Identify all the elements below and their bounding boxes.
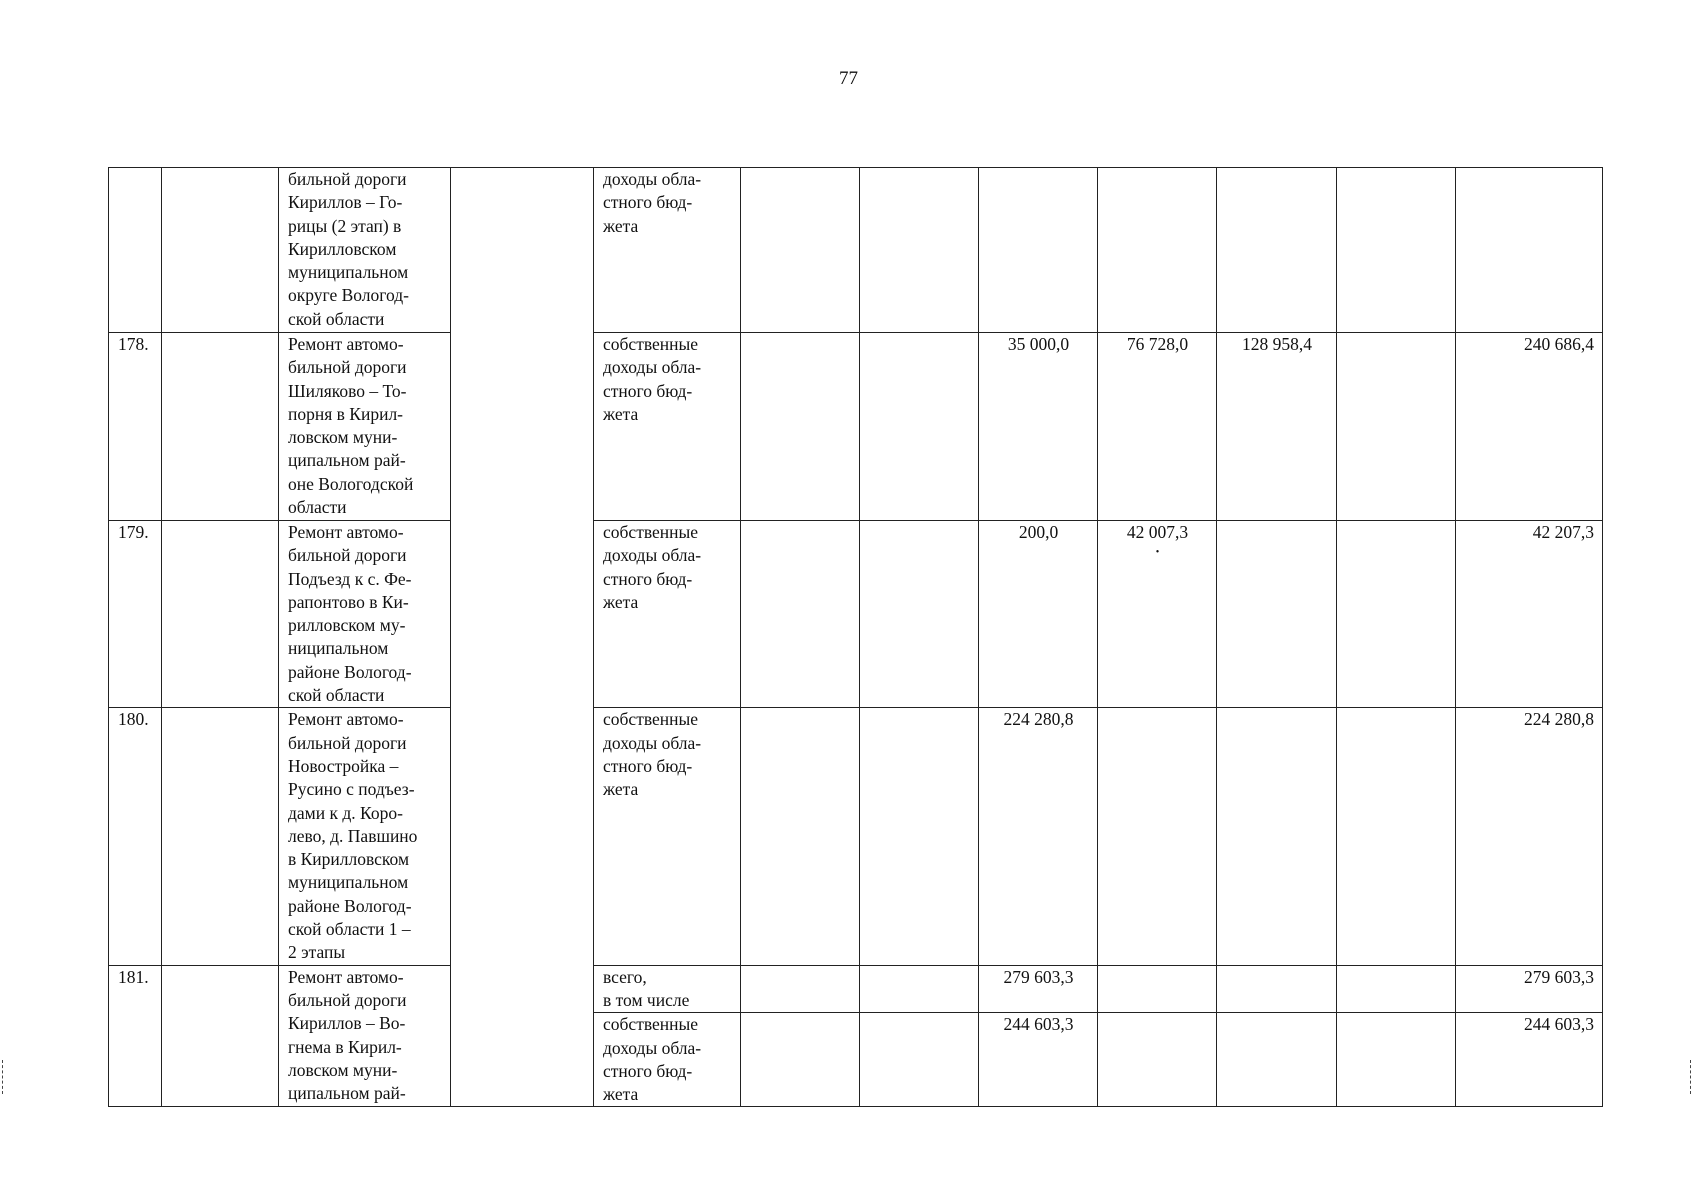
row-number: 178. xyxy=(109,333,162,521)
object-name-line: ской области xyxy=(288,685,385,706)
object-name-line: Подъезд к с. Фе- xyxy=(288,568,412,589)
value-text: 42 007,3 xyxy=(1126,522,1189,542)
empty-cell xyxy=(741,521,860,708)
total-cell: 224 280,8 xyxy=(1456,708,1603,965)
object-name-line: ловском муни- xyxy=(288,427,398,448)
table-row-179 xyxy=(109,521,1603,708)
row-number: 179. xyxy=(109,521,162,708)
empty-cell xyxy=(741,1013,860,1107)
object-name-line: муниципальном xyxy=(288,872,409,893)
table-row-continuation xyxy=(109,168,1603,333)
value-cell xyxy=(1217,521,1337,708)
object-name-line: округе Вологод- xyxy=(288,285,410,306)
funding-source-line: стного бюд- xyxy=(603,755,693,776)
empty-cell xyxy=(741,708,860,965)
object-name-line: Кирилловском xyxy=(288,238,397,259)
object-name-line: ципальном рай- xyxy=(288,1083,406,1104)
empty-cell xyxy=(860,965,979,1013)
value-cell xyxy=(1217,965,1337,1013)
value-cell xyxy=(1217,708,1337,965)
funding-source-line: жета xyxy=(603,1084,639,1105)
value-cell xyxy=(1098,521,1217,708)
total-cell: 244 603,3 xyxy=(1456,1013,1603,1107)
object-name-line: Кириллов – Во- xyxy=(288,1013,406,1034)
object-name-cell xyxy=(279,965,451,1107)
code-cell xyxy=(162,521,279,708)
object-name-line: в Кирилловском xyxy=(288,849,410,870)
scan-edge-mark-right xyxy=(1690,1060,1697,1094)
value-cell xyxy=(1217,168,1337,333)
empty-cell xyxy=(860,168,979,333)
value-cell: 35 000,0 xyxy=(979,333,1098,521)
total-cell xyxy=(1456,168,1603,333)
empty-cell xyxy=(860,333,979,521)
scan-edge-mark-left xyxy=(2,1060,9,1094)
funding-source-line: стного бюд- xyxy=(603,1060,693,1081)
funding-source-line: стного бюд- xyxy=(603,192,693,213)
object-name-line: лево, д. Павшино xyxy=(288,825,418,846)
object-name-line: бильной дороги xyxy=(288,357,407,378)
object-name-line: ской области xyxy=(288,308,385,329)
object-name-line: дами к д. Коро- xyxy=(288,802,403,823)
object-name-line: ской области 1 – xyxy=(288,919,411,940)
total-cell: 42 207,3 xyxy=(1456,521,1603,708)
funding-source-line: стного бюд- xyxy=(603,380,693,401)
value-cell xyxy=(1337,521,1456,708)
funding-source-line: собственные xyxy=(603,522,699,542)
funding-source-line: жета xyxy=(603,591,639,612)
value-cell: 244 603,3 xyxy=(979,1013,1098,1107)
object-name-cell xyxy=(279,521,451,708)
row-number: 180. xyxy=(109,708,162,965)
funding-source-cell xyxy=(594,521,741,708)
funding-source-line: доходы обла- xyxy=(603,545,702,566)
object-name-line: оне Вологодской xyxy=(288,473,414,494)
object-name-line: Ремонт автомо- xyxy=(288,334,404,354)
object-name-line: Кириллов – Го- xyxy=(288,192,403,213)
object-name-line: Русино с подъез- xyxy=(288,779,415,800)
object-name-line: рапонтово в Ки- xyxy=(288,591,409,612)
row-number: 181. xyxy=(109,965,162,1107)
empty-cell xyxy=(741,333,860,521)
budget-table xyxy=(108,167,1603,1107)
funding-source-line: жета xyxy=(603,215,639,236)
funding-source-line: собственные xyxy=(603,1014,699,1035)
object-name-line: рилловском му- xyxy=(288,615,406,636)
funding-source-cell xyxy=(594,168,741,333)
object-name-line: бильной дороги xyxy=(288,545,407,566)
code-cell xyxy=(162,708,279,965)
value-cell xyxy=(1098,708,1217,965)
funding-source-line: в том числе xyxy=(603,989,690,1010)
empty-cell xyxy=(741,965,860,1013)
object-name-line: районе Вологод- xyxy=(288,661,412,682)
value-cell xyxy=(1098,965,1217,1013)
funding-source-line: доходы обла- xyxy=(603,732,702,753)
value-cell xyxy=(1098,168,1217,333)
funding-source-line: всего, xyxy=(603,966,647,987)
page-number: 77 xyxy=(839,68,858,89)
object-name-line: бильной дороги xyxy=(288,989,407,1010)
value-cell xyxy=(1098,1013,1217,1107)
table-row-181-total xyxy=(109,965,1603,1013)
object-name-line: ниципальном xyxy=(288,638,389,659)
funding-source-line: доходы обла- xyxy=(603,1037,702,1058)
funding-source-line: жета xyxy=(603,779,639,800)
scan-dot-mark: • xyxy=(1155,547,1160,559)
value-cell xyxy=(979,168,1098,333)
executor-cell xyxy=(451,168,594,1107)
object-name-line: 2 этапы xyxy=(288,942,346,963)
num-cell xyxy=(109,168,162,333)
value-cell xyxy=(1337,965,1456,1013)
object-name-line: Шиляково – То- xyxy=(288,380,407,401)
funding-source-line: доходы обла- xyxy=(603,357,702,378)
object-name-line: бильной дороги xyxy=(288,169,407,189)
object-name-line: рицы (2 этап) в xyxy=(288,215,402,236)
funding-source-cell xyxy=(594,1013,741,1107)
object-name-line: Ремонт автомо- xyxy=(288,966,404,987)
object-name-cell xyxy=(279,333,451,521)
value-cell xyxy=(1337,708,1456,965)
value-cell: 200,0 xyxy=(979,521,1098,708)
table-row-178 xyxy=(109,333,1603,521)
object-name-line: области xyxy=(288,497,347,518)
value-cell: 224 280,8 xyxy=(979,708,1098,965)
object-name-line: Ремонт автомо- xyxy=(288,709,404,730)
total-cell: 279 603,3 xyxy=(1456,965,1603,1013)
object-name-line: Ремонт автомо- xyxy=(288,522,404,542)
funding-source-cell xyxy=(594,708,741,965)
value-cell xyxy=(1337,168,1456,333)
table-row-180 xyxy=(109,708,1603,965)
value-cell xyxy=(1337,1013,1456,1107)
empty-cell xyxy=(860,521,979,708)
value-cell xyxy=(1217,1013,1337,1107)
code-cell xyxy=(162,168,279,333)
value-cell: 128 958,4 xyxy=(1217,333,1337,521)
empty-cell xyxy=(741,168,860,333)
object-name-cell xyxy=(279,168,451,333)
total-cell: 240 686,4 xyxy=(1456,333,1603,521)
funding-source-line: собственные xyxy=(603,709,699,730)
funding-source-line: стного бюд- xyxy=(603,568,693,589)
object-name-line: ловском муни- xyxy=(288,1059,398,1080)
funding-source-cell xyxy=(594,965,741,1013)
empty-cell xyxy=(860,708,979,965)
object-name-line: ципальном рай- xyxy=(288,450,406,471)
funding-source-line: доходы обла- xyxy=(603,169,702,189)
object-name-line: порня в Кирил- xyxy=(288,403,404,424)
funding-source-line: собственные xyxy=(603,334,699,354)
funding-source-line: жета xyxy=(603,403,639,424)
object-name-line: Новостройка – xyxy=(288,755,399,776)
object-name-line: районе Вологод- xyxy=(288,895,412,916)
value-cell: 279 603,3 xyxy=(979,965,1098,1013)
object-name-cell xyxy=(279,708,451,965)
value-cell xyxy=(1337,333,1456,521)
code-cell xyxy=(162,965,279,1107)
value-cell: 76 728,0 xyxy=(1098,333,1217,521)
object-name-line: гнема в Кирил- xyxy=(288,1036,402,1057)
empty-cell xyxy=(860,1013,979,1107)
object-name-line: муниципальном xyxy=(288,262,409,283)
code-cell xyxy=(162,333,279,521)
object-name-line: бильной дороги xyxy=(288,732,407,753)
funding-source-cell xyxy=(594,333,741,521)
